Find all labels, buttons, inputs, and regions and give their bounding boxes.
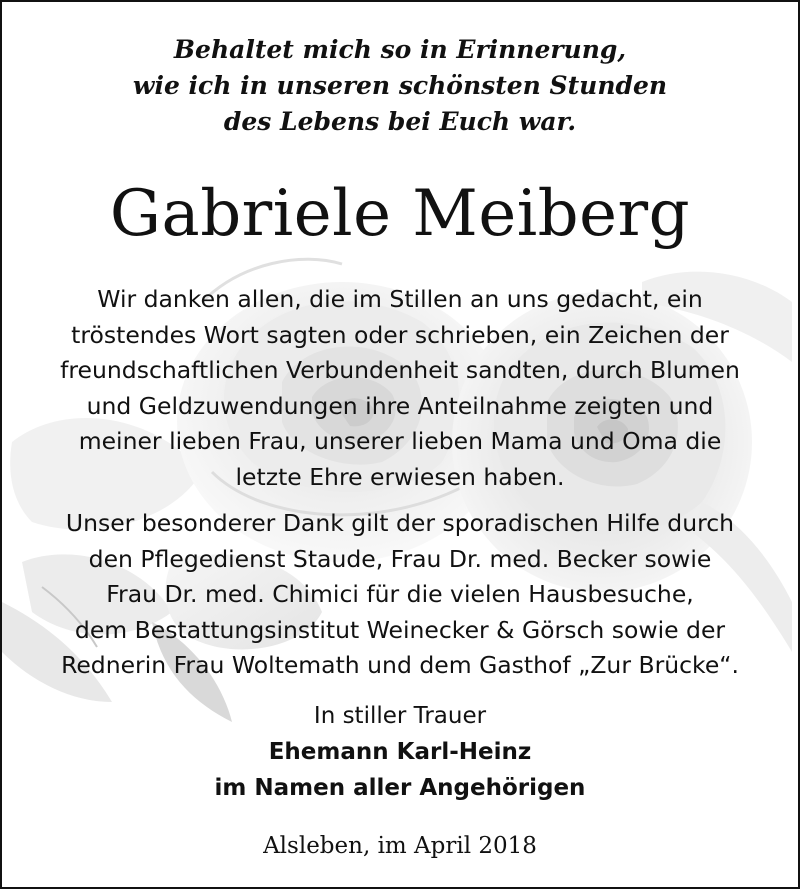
signature-intro: In stiller Trauer [313, 703, 487, 729]
special-thanks-line: Rednerin Frau Woltemath und dem Gasthof „Zur Brücke“. [61, 651, 739, 679]
motto-line: des Lebens bei Euch war. [223, 107, 577, 136]
motto-line: Behaltet mich so in Erinnerung, [173, 35, 627, 64]
memorial-motto [2, 32, 798, 140]
motto-line: wie ich in unseren schönsten Stunden [132, 71, 668, 100]
thanks-paragraph [2, 282, 798, 495]
place-and-date: Alsleben, im April 2018 [263, 833, 537, 859]
special-thanks-line: dem Bestattungsinstitut Weinecker & Görsch sowie der [74, 615, 726, 644]
deceased-name: Gabriele Meiberg [109, 177, 691, 251]
thanks-line: Wir danken allen, die im Stillen an uns gedacht, ein [97, 285, 703, 313]
signature-family: im Namen aller Angehörigen [214, 775, 586, 801]
special-thanks-line: den Pflegedienst Staude, Frau Dr. med. Becker sowie [88, 544, 712, 573]
special-thanks-line: Unser besonderer Dank gilt der sporadischen Hilfe durch [65, 509, 735, 537]
special-thanks-line: Frau Dr. med. Chimici für die vielen Hausbesuche, [106, 580, 694, 608]
thanks-line: letzte Ehre erwiesen haben. [235, 462, 565, 491]
thanks-line: tröstendes Wort sagten oder schrieben, ein Zeichen der [71, 320, 729, 349]
signature-husband: Ehemann Karl-Heinz [268, 739, 532, 765]
thanks-line: freundschaftlichen Verbundenheit sandten, durch Blumen [60, 356, 740, 384]
thanks-line: und Geldzuwendungen ihre Anteilnahme zeigten und [86, 391, 714, 420]
special-thanks-paragraph [2, 506, 798, 684]
thanks-line: meiner lieben Frau, unserer lieben Mama und Oma die [78, 427, 722, 455]
signature-block [2, 698, 798, 806]
